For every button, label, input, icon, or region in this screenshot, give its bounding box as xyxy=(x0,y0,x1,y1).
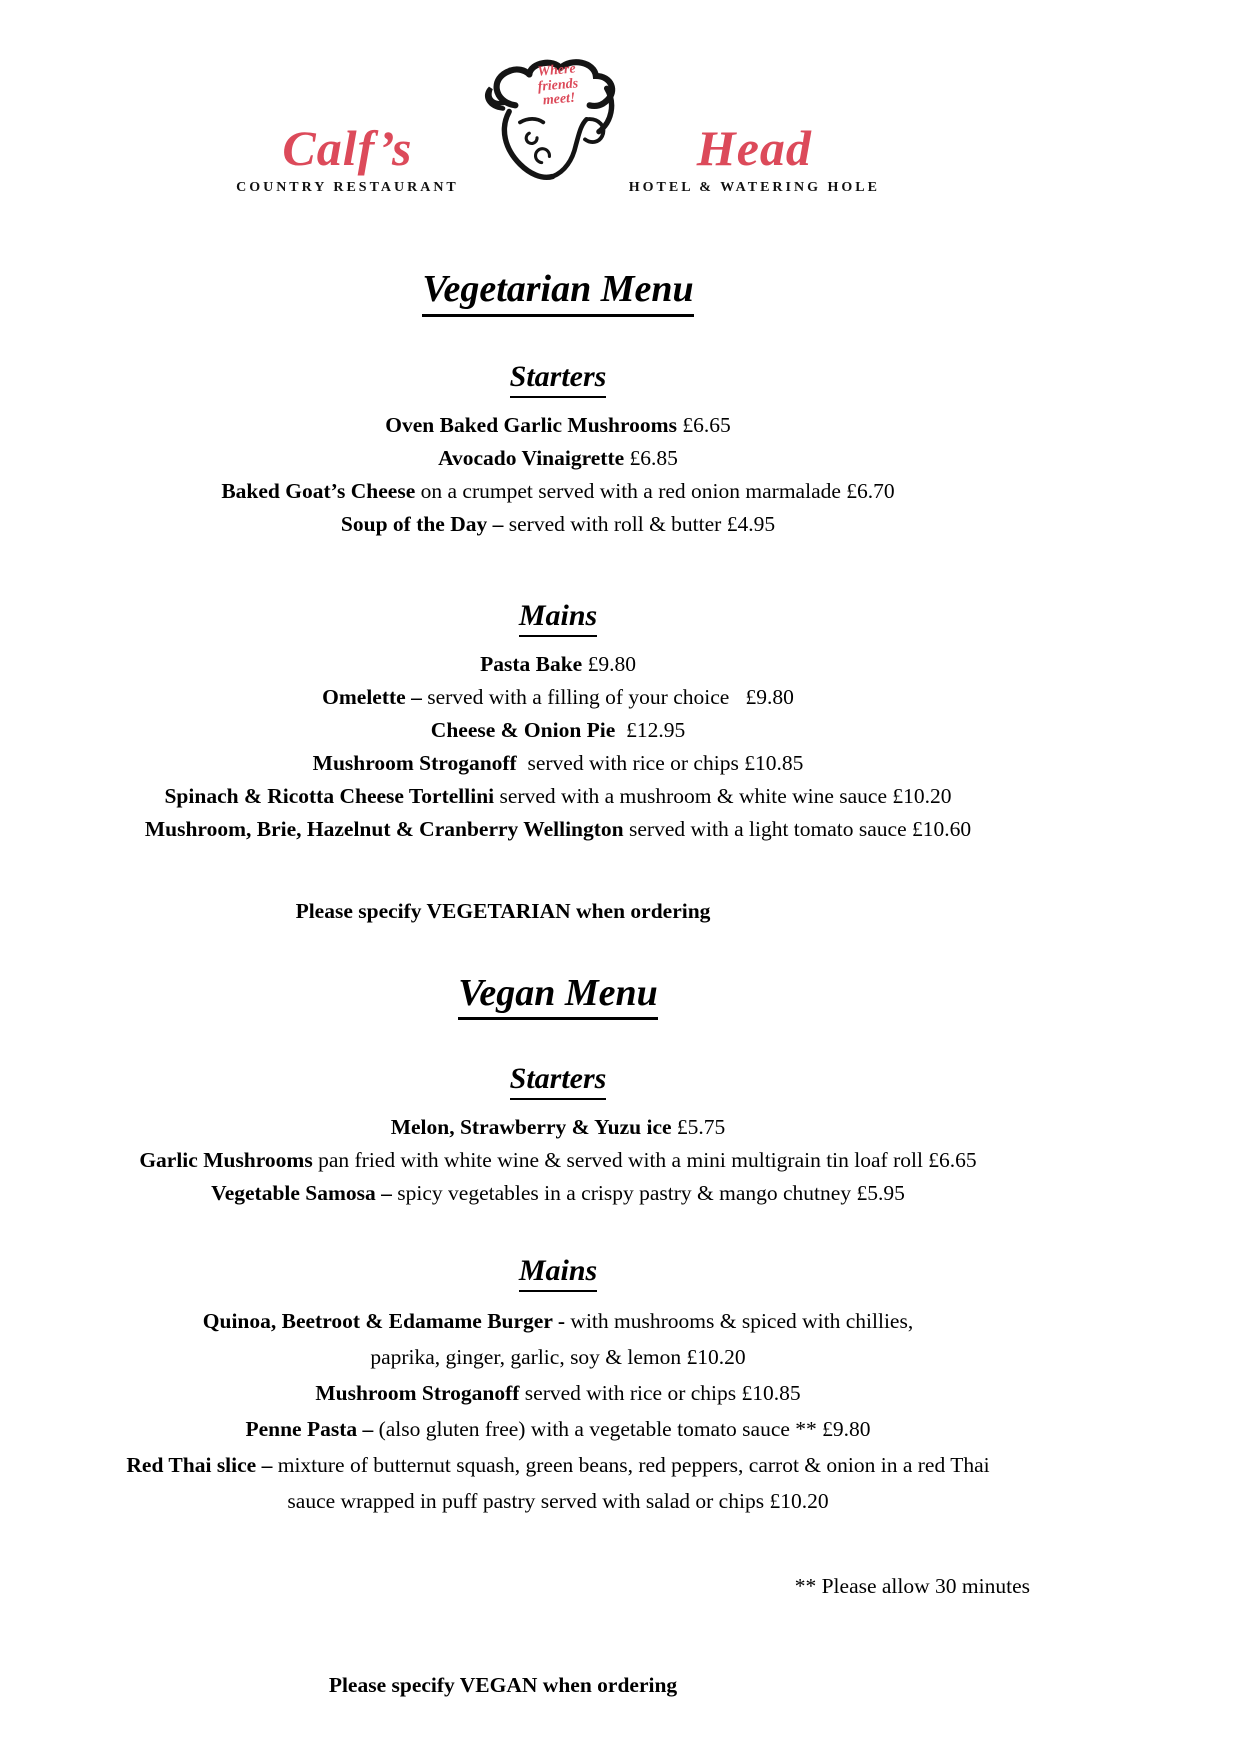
logo-country-restaurant-text: COUNTRY RESTAURANT xyxy=(236,180,459,195)
item-desc: £5.75 xyxy=(671,1115,726,1140)
tagline-line-1: Where xyxy=(537,61,577,80)
item-desc: (also gluten free) with a vegetable tomato sauce ** £9.80 xyxy=(373,1417,871,1442)
item-desc: served with a filling of your choice £9.80 xyxy=(421,684,794,709)
menu-item-vegan-mushroom-stroganoff xyxy=(0,1375,1116,1411)
item-desc: served with rice or chips £10.85 xyxy=(516,750,804,775)
item-desc: pan fried with white wine & served with a mini multigrain tin loaf roll £6.65 xyxy=(312,1148,977,1173)
tagline-where-friends-meet xyxy=(536,62,580,109)
cow-head-chef-hat-icon xyxy=(455,48,633,206)
vegan-starters-heading xyxy=(0,1061,1116,1100)
menu-item-spinach-ricotta-tortellini xyxy=(0,780,1116,813)
tagline-line-2: friends xyxy=(537,75,579,95)
vegetarian-starters-heading xyxy=(0,359,1116,398)
menu-item-cheese-onion-pie xyxy=(0,714,1116,747)
vegan-ordering-note: Please specify VEGAN when ordering xyxy=(328,1673,678,1698)
vegetarian-mains-heading xyxy=(0,598,1116,637)
menu-item-red-thai-slice-line2 xyxy=(0,1483,1116,1519)
menu-item-mushroom-brie-wellington xyxy=(0,813,1116,846)
menu-item-vegetable-samosa xyxy=(0,1177,1116,1210)
item-desc: served with a mushroom & white wine sauce £10.20 xyxy=(494,783,952,808)
please-allow-30-minutes-note: ** Please allow 30 minutes xyxy=(794,1574,1030,1599)
menu-item-omelette xyxy=(0,681,1116,714)
tagline-line-3: meet! xyxy=(542,90,577,109)
item-name: Pasta Bake xyxy=(480,651,583,676)
menu-item-red-thai-slice xyxy=(0,1447,1116,1483)
item-name: Soup of the Day – xyxy=(340,511,504,536)
vegan-menu-title xyxy=(0,971,1116,1021)
item-desc: served with rice or chips £10.85 xyxy=(519,1381,801,1406)
item-name: Avocado Vinaigrette xyxy=(438,445,625,470)
menu-item-melon-strawberry-yuzu-ice xyxy=(0,1111,1116,1144)
item-name: Omelette – xyxy=(322,684,422,709)
vegan-starters-heading-text: Starters xyxy=(510,1061,607,1100)
item-desc: £12.95 xyxy=(615,717,686,742)
item-name: Quinoa, Beetroot & Edamame Burger - xyxy=(202,1309,566,1334)
vegetarian-ordering-note: Please specify VEGETARIAN when ordering xyxy=(295,898,711,923)
item-name: Melon, Strawberry & Yuzu ice xyxy=(390,1115,672,1140)
vegetarian-menu-title-text: Vegetarian Menu xyxy=(422,267,693,317)
item-desc: on a crumpet served with a red onion marmalade £6.70 xyxy=(415,478,895,503)
restaurant-logo xyxy=(0,61,1116,198)
logo-head-text: Head xyxy=(696,120,812,176)
item-name: Cheese & Onion Pie xyxy=(430,717,616,742)
menu-item-quinoa-beetroot-edamame-burger xyxy=(0,1303,1116,1339)
vegan-menu-title-text: Vegan Menu xyxy=(458,971,658,1021)
vegetarian-starters-heading-text: Starters xyxy=(510,359,607,398)
vegan-mains-list xyxy=(0,1303,1116,1519)
menu-item-garlic-mushrooms xyxy=(0,1144,1116,1177)
vegetarian-menu-title xyxy=(0,267,1116,317)
item-name: Red Thai slice – xyxy=(126,1453,273,1478)
menu-item-soup-of-the-day xyxy=(0,508,1116,541)
menu-item-penne-pasta xyxy=(0,1411,1116,1447)
item-desc: spicy vegetables in a crispy pastry & mango chutney £5.95 xyxy=(391,1181,905,1206)
item-name: Garlic Mushrooms xyxy=(139,1148,313,1173)
item-name: Mushroom, Brie, Hazelnut & Cranberry Wellington xyxy=(144,816,624,841)
menu-item-mushroom-stroganoff xyxy=(0,747,1116,780)
menu-item-oven-baked-garlic-mushrooms xyxy=(0,409,1116,442)
item-name: Mushroom Stroganoff xyxy=(315,1381,520,1406)
menu-item-avocado-vinaigrette xyxy=(0,442,1116,475)
logo-right-block xyxy=(628,120,880,198)
vegetarian-mains-list xyxy=(0,648,1116,846)
logo-left-block xyxy=(236,120,459,198)
logo-hotel-watering-hole-text: HOTEL & WATERING HOLE xyxy=(628,180,880,195)
item-desc: £6.85 xyxy=(624,445,678,470)
vegan-starters-list xyxy=(0,1111,1116,1210)
vegan-mains-heading xyxy=(0,1253,1116,1292)
item-name: Baked Goat’s Cheese xyxy=(221,478,416,503)
vegetarian-starters-list xyxy=(0,409,1116,541)
menu-item-quinoa-burger-line2 xyxy=(0,1339,1116,1375)
item-name: Mushroom Stroganoff xyxy=(312,750,517,775)
item-desc: served with roll & butter £4.95 xyxy=(503,511,776,536)
item-desc: £6.65 xyxy=(676,412,731,437)
menu-item-baked-goats-cheese xyxy=(0,475,1116,508)
logo-calfs-text: Calf’s xyxy=(282,120,413,176)
item-desc: with mushrooms & spiced with chillies, xyxy=(565,1309,914,1334)
vegetarian-mains-heading-text: Mains xyxy=(519,598,597,637)
vegan-mains-heading-text: Mains xyxy=(519,1253,597,1292)
item-name: Penne Pasta – xyxy=(245,1417,374,1442)
item-desc: served with a light tomato sauce £10.60 xyxy=(623,816,972,841)
menu-item-pasta-bake xyxy=(0,648,1116,681)
item-name: Vegetable Samosa – xyxy=(211,1181,392,1206)
item-desc: sauce wrapped in puff pastry served with salad or chips £10.20 xyxy=(287,1489,829,1514)
item-name: Spinach & Ricotta Cheese Tortellini xyxy=(164,783,495,808)
item-desc: paprika, ginger, garlic, soy & lemon £10.20 xyxy=(370,1345,746,1370)
item-name: Oven Baked Garlic Mushrooms xyxy=(385,412,677,437)
item-desc: mixture of butternut squash, green beans, red peppers, carrot & onion in a red Thai xyxy=(272,1453,990,1478)
item-desc: £9.80 xyxy=(582,651,636,676)
